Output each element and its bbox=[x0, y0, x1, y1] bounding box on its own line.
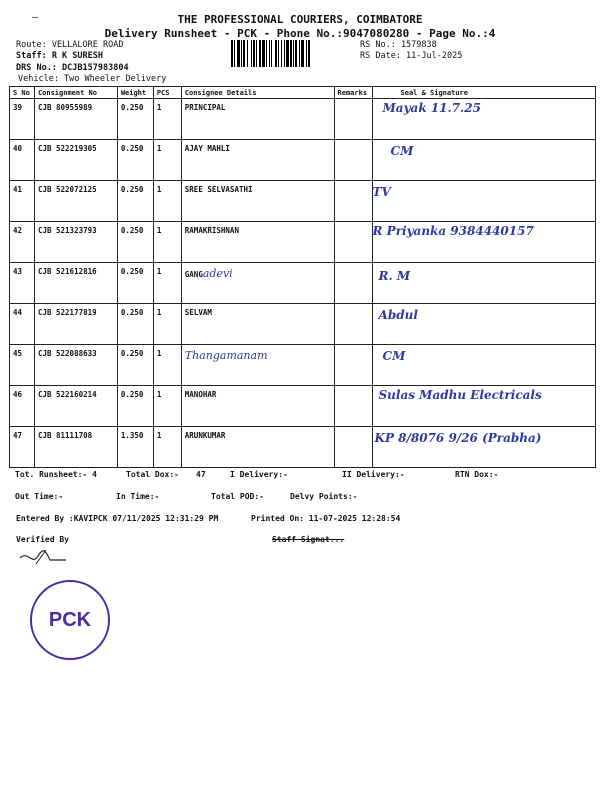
barcode-bar bbox=[237, 40, 240, 67]
table-header-row bbox=[10, 87, 596, 99]
consignee-handwritten: adevi bbox=[202, 267, 233, 280]
tot-runsheet: Tot. Runsheet:- 4 bbox=[15, 470, 97, 479]
row-pcs: 1 bbox=[153, 222, 181, 263]
row-pcs: 1 bbox=[153, 181, 181, 222]
row-consignee bbox=[181, 345, 334, 386]
handwritten-signature: TV bbox=[372, 185, 391, 199]
verified-by: Verified By bbox=[16, 535, 69, 544]
row-consignment-no: CJB 522072125 bbox=[34, 181, 117, 222]
row-remarks bbox=[334, 181, 372, 222]
row-remarks bbox=[334, 304, 372, 345]
row-signature bbox=[372, 99, 595, 140]
route-label: Route: VELLALORE ROAD bbox=[16, 40, 124, 50]
barcode-bar bbox=[259, 40, 261, 67]
row-consignment-no: CJB 521612816 bbox=[34, 263, 117, 304]
header-mark: — bbox=[32, 12, 39, 23]
barcode-bar bbox=[290, 40, 292, 67]
row-pcs: 1 bbox=[153, 263, 181, 304]
table-row bbox=[10, 222, 596, 263]
table-row bbox=[10, 140, 596, 181]
row-sno: 47 bbox=[10, 427, 35, 468]
consignee-name: RAMAKRISHNAN bbox=[184, 226, 239, 235]
barcode-bar bbox=[269, 40, 270, 67]
row-weight: 0.250 bbox=[117, 140, 153, 181]
row-sno: 41 bbox=[10, 181, 35, 222]
row-sno: 42 bbox=[10, 222, 35, 263]
total-pod: Total POD:- bbox=[211, 492, 264, 501]
row-weight: 0.250 bbox=[117, 263, 153, 304]
row-consignee bbox=[181, 427, 334, 468]
row-weight: 1.350 bbox=[117, 427, 153, 468]
table-row bbox=[10, 99, 596, 140]
rs-number: RS No.: 1579838 bbox=[360, 40, 437, 50]
row-consignment-no: CJB 521323793 bbox=[34, 222, 117, 263]
row-weight: 0.250 bbox=[117, 181, 153, 222]
total-dox-value: 47 bbox=[196, 470, 206, 479]
row-consignee bbox=[181, 386, 334, 427]
row-consignment-no: CJB 522219305 bbox=[34, 140, 117, 181]
delvy-points: Delvy Points:- bbox=[290, 492, 358, 501]
runsheet-subtitle: Delivery Runsheet - PCK - Phone No.:9047080280 - Page No.:4 bbox=[104, 27, 496, 40]
consignee-name: SELVAM bbox=[184, 308, 212, 317]
barcode-bar bbox=[253, 40, 255, 67]
row-consignee bbox=[181, 263, 334, 304]
consignee-name: GANG bbox=[184, 270, 203, 279]
row-sno: 46 bbox=[10, 386, 35, 427]
row-weight: 0.250 bbox=[117, 99, 153, 140]
row-signature bbox=[372, 304, 595, 345]
pck-stamp: PCK bbox=[30, 580, 110, 660]
barcode-bar bbox=[243, 40, 245, 67]
row-signature bbox=[372, 140, 595, 181]
barcode-bar bbox=[293, 40, 294, 67]
row-consignee bbox=[181, 222, 334, 263]
consignee-name: ARUNKUMAR bbox=[184, 431, 226, 440]
i-delivery: I Delivery:- bbox=[230, 470, 288, 479]
barcode-bar bbox=[308, 40, 310, 67]
barcode-bar bbox=[231, 40, 233, 67]
row-consignment-no: CJB 80955989 bbox=[34, 99, 117, 140]
handwritten-signature: Abdul bbox=[378, 308, 418, 322]
entered-by: Entered By :KAVIPCK 07/11/2025 12:31:29 PM bbox=[16, 514, 219, 523]
barcode-bar bbox=[234, 40, 235, 67]
printed-on: Printed On: 11-07-2025 12:28:54 bbox=[251, 514, 401, 523]
row-remarks bbox=[334, 386, 372, 427]
staff-signature-label: Staff Signat... bbox=[272, 535, 345, 544]
row-pcs: 1 bbox=[153, 386, 181, 427]
row-pcs: 1 bbox=[153, 427, 181, 468]
barcode-bar bbox=[251, 40, 252, 67]
barcode-bar bbox=[241, 40, 242, 67]
total-dox-label: Total Dox:- bbox=[126, 470, 179, 479]
row-consignee bbox=[181, 99, 334, 140]
handwritten-signature: Sulas Madhu Electricals bbox=[378, 388, 542, 402]
rtn-dox: RTN Dox:- bbox=[455, 470, 499, 479]
barcode-bar bbox=[271, 40, 272, 67]
in-time: In Time:- bbox=[116, 492, 160, 501]
row-consignee bbox=[181, 181, 334, 222]
table-row bbox=[10, 263, 596, 304]
ii-delivery: II Delivery:- bbox=[342, 470, 405, 479]
col-sno: S No bbox=[10, 87, 35, 99]
rs-date: RS Date: 11-Jul-2025 bbox=[360, 51, 463, 61]
row-sno: 40 bbox=[10, 140, 35, 181]
row-consignee bbox=[181, 304, 334, 345]
handwritten-signature: Mayak 11.7.25 bbox=[382, 101, 481, 115]
company-title: THE PROFESSIONAL COURIERS, COIMBATORE bbox=[177, 13, 423, 26]
row-consignment-no: CJB 522160214 bbox=[34, 386, 117, 427]
barcode bbox=[230, 40, 354, 67]
table-row bbox=[10, 181, 596, 222]
row-signature bbox=[372, 222, 595, 263]
row-signature bbox=[372, 181, 595, 222]
verifier-signature bbox=[16, 548, 76, 568]
consignee-name: PRINCIPAL bbox=[184, 103, 226, 112]
table-row bbox=[10, 427, 596, 468]
row-pcs: 1 bbox=[153, 99, 181, 140]
barcode-bar bbox=[284, 40, 285, 67]
barcode-bar bbox=[256, 40, 257, 67]
row-sno: 39 bbox=[10, 99, 35, 140]
vehicle-label: Vehicle: Two Wheeler Delivery bbox=[18, 74, 167, 84]
table-row bbox=[10, 304, 596, 345]
col-remarks: Remarks bbox=[334, 87, 372, 99]
barcode-bar bbox=[278, 40, 279, 67]
row-pcs: 1 bbox=[153, 140, 181, 181]
row-remarks bbox=[334, 263, 372, 304]
col-seal-signature: Seal & Signature bbox=[372, 87, 595, 99]
staff-label: Staff: R K SURESH bbox=[16, 51, 103, 61]
consignee-handwritten: Thangamanam bbox=[184, 349, 268, 362]
row-weight: 0.250 bbox=[117, 386, 153, 427]
row-remarks bbox=[334, 222, 372, 263]
barcode-bar bbox=[295, 40, 297, 67]
row-sno: 43 bbox=[10, 263, 35, 304]
drs-label: DRS No.: DCJB157983804 bbox=[16, 63, 129, 73]
row-consignment-no: CJB 81111708 bbox=[34, 427, 117, 468]
runsheet-table bbox=[9, 86, 596, 468]
barcode-bar bbox=[247, 40, 248, 67]
barcode-bar bbox=[306, 40, 307, 67]
row-pcs: 1 bbox=[153, 304, 181, 345]
handwritten-signature: R Priyanka 9384440157 bbox=[372, 224, 534, 238]
row-sno: 45 bbox=[10, 345, 35, 386]
barcode-bar bbox=[301, 40, 304, 67]
col-consignee: Consignee Details bbox=[181, 87, 334, 99]
row-weight: 0.250 bbox=[117, 222, 153, 263]
col-pcs: PCS bbox=[153, 87, 181, 99]
row-weight: 0.250 bbox=[117, 304, 153, 345]
handwritten-signature: CM bbox=[382, 349, 406, 363]
barcode-bar bbox=[266, 40, 267, 67]
row-remarks bbox=[334, 99, 372, 140]
consignee-name: SREE SELVASATHI bbox=[184, 185, 253, 194]
row-signature bbox=[372, 427, 595, 468]
col-weight: Weight bbox=[117, 87, 153, 99]
row-signature bbox=[372, 263, 595, 304]
row-weight: 0.250 bbox=[117, 345, 153, 386]
table-row bbox=[10, 386, 596, 427]
handwritten-signature: CM bbox=[390, 144, 414, 158]
row-remarks bbox=[334, 427, 372, 468]
row-remarks bbox=[334, 345, 372, 386]
out-time: Out Time:- bbox=[15, 492, 64, 501]
barcode-bar bbox=[281, 40, 282, 67]
row-pcs: 1 bbox=[153, 345, 181, 386]
consignee-name: AJAY MAHLI bbox=[184, 144, 230, 153]
row-consignment-no: CJB 522177819 bbox=[34, 304, 117, 345]
table-row bbox=[10, 345, 596, 386]
handwritten-signature: KP 8/8076 9/26 (Prabha) bbox=[374, 431, 542, 445]
row-consignee bbox=[181, 140, 334, 181]
col-consignment-no: Consignment No bbox=[34, 87, 117, 99]
barcode-bar bbox=[262, 40, 265, 67]
barcode-bar bbox=[286, 40, 289, 67]
barcode-bar bbox=[299, 40, 300, 67]
barcode-bar bbox=[275, 40, 277, 67]
handwritten-signature: R. M bbox=[378, 269, 411, 283]
row-sno: 44 bbox=[10, 304, 35, 345]
row-signature bbox=[372, 345, 595, 386]
consignee-name: MANOHAR bbox=[184, 390, 217, 399]
row-remarks bbox=[334, 140, 372, 181]
row-signature bbox=[372, 386, 595, 427]
row-consignment-no: CJB 522088633 bbox=[34, 345, 117, 386]
